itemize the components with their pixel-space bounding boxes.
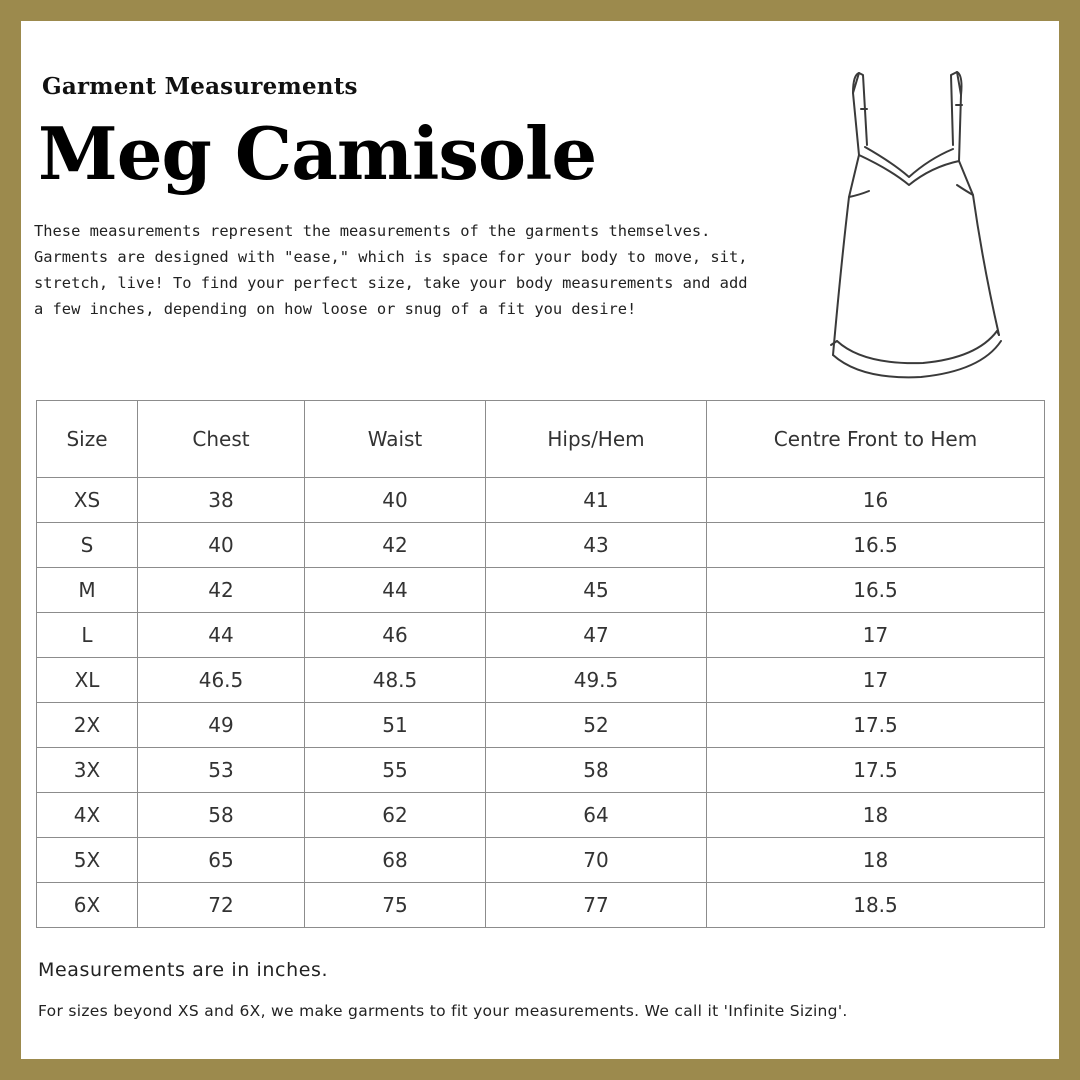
cell-chest: 42 bbox=[138, 568, 305, 613]
cell-waist: 51 bbox=[305, 703, 486, 748]
table-row bbox=[37, 838, 1045, 883]
size-chart-page bbox=[21, 21, 1059, 1059]
cell-chest: 44 bbox=[138, 613, 305, 658]
cell-waist: 48.5 bbox=[305, 658, 486, 703]
cell-size: 4X bbox=[37, 793, 138, 838]
cell-hips-hem: 47 bbox=[486, 613, 707, 658]
cell-waist: 46 bbox=[305, 613, 486, 658]
cell-hips-hem: 58 bbox=[486, 748, 707, 793]
cell-chest: 46.5 bbox=[138, 658, 305, 703]
table-header-row bbox=[37, 401, 1045, 478]
cell-centre-front-to-hem: 16.5 bbox=[707, 523, 1045, 568]
table-row bbox=[37, 748, 1045, 793]
cell-hips-hem: 52 bbox=[486, 703, 707, 748]
cell-waist: 75 bbox=[305, 883, 486, 928]
units-note: Measurements are in inches. bbox=[38, 959, 329, 981]
cell-hips-hem: 64 bbox=[486, 793, 707, 838]
cell-centre-front-to-hem: 16 bbox=[707, 478, 1045, 523]
cell-hips-hem: 43 bbox=[486, 523, 707, 568]
header-size: Size bbox=[37, 401, 138, 478]
table-row bbox=[37, 568, 1045, 613]
cell-centre-front-to-hem: 17 bbox=[707, 613, 1045, 658]
table-row bbox=[37, 523, 1045, 568]
cell-hips-hem: 41 bbox=[486, 478, 707, 523]
cell-size: L bbox=[37, 613, 138, 658]
cell-waist: 68 bbox=[305, 838, 486, 883]
cell-hips-hem: 70 bbox=[486, 838, 707, 883]
camisole-sketch-icon bbox=[801, 45, 1031, 395]
cell-centre-front-to-hem: 17.5 bbox=[707, 748, 1045, 793]
table-row bbox=[37, 703, 1045, 748]
cell-chest: 38 bbox=[138, 478, 305, 523]
cell-size: 5X bbox=[37, 838, 138, 883]
cell-size: 2X bbox=[37, 703, 138, 748]
page-kicker: Garment Measurements bbox=[42, 73, 358, 100]
cell-waist: 62 bbox=[305, 793, 486, 838]
table-row bbox=[37, 883, 1045, 928]
cell-waist: 55 bbox=[305, 748, 486, 793]
cell-size: 3X bbox=[37, 748, 138, 793]
cell-size: 6X bbox=[37, 883, 138, 928]
cell-chest: 53 bbox=[138, 748, 305, 793]
intro-paragraph: These measurements represent the measurements of the garments themselves. Garments are designed with "ease," which is space for your body to move, sit, stretch, live! To find your perfect size, take your body measurements and add a few inches, depending on how loose or snug of a fit you desire! bbox=[34, 222, 748, 318]
header-chest: Chest bbox=[138, 401, 305, 478]
cell-centre-front-to-hem: 18 bbox=[707, 838, 1045, 883]
cell-waist: 40 bbox=[305, 478, 486, 523]
cell-chest: 65 bbox=[138, 838, 305, 883]
cell-centre-front-to-hem: 16.5 bbox=[707, 568, 1045, 613]
table-row bbox=[37, 793, 1045, 838]
cell-waist: 42 bbox=[305, 523, 486, 568]
cell-chest: 72 bbox=[138, 883, 305, 928]
cell-centre-front-to-hem: 18 bbox=[707, 793, 1045, 838]
table-row bbox=[37, 658, 1045, 703]
cell-chest: 40 bbox=[138, 523, 305, 568]
cell-size: XS bbox=[37, 478, 138, 523]
header-centre-front-to-hem: Centre Front to Hem bbox=[707, 401, 1045, 478]
cell-hips-hem: 77 bbox=[486, 883, 707, 928]
cell-size: S bbox=[37, 523, 138, 568]
cell-hips-hem: 49.5 bbox=[486, 658, 707, 703]
cell-centre-front-to-hem: 17 bbox=[707, 658, 1045, 703]
sizing-note: For sizes beyond XS and 6X, we make garments to fit your measurements. We call it 'Infinite Sizing'. bbox=[38, 1002, 848, 1020]
cell-hips-hem: 45 bbox=[486, 568, 707, 613]
header-hips-hem: Hips/Hem bbox=[486, 401, 707, 478]
cell-centre-front-to-hem: 17.5 bbox=[707, 703, 1045, 748]
cell-size: XL bbox=[37, 658, 138, 703]
cell-chest: 58 bbox=[138, 793, 305, 838]
cell-waist: 44 bbox=[305, 568, 486, 613]
table-row bbox=[37, 478, 1045, 523]
table-row bbox=[37, 613, 1045, 658]
cell-chest: 49 bbox=[138, 703, 305, 748]
cell-centre-front-to-hem: 18.5 bbox=[707, 883, 1045, 928]
cell-size: M bbox=[37, 568, 138, 613]
measurements-table bbox=[36, 400, 1045, 928]
page-title: Meg Camisole bbox=[38, 111, 597, 196]
header-waist: Waist bbox=[305, 401, 486, 478]
